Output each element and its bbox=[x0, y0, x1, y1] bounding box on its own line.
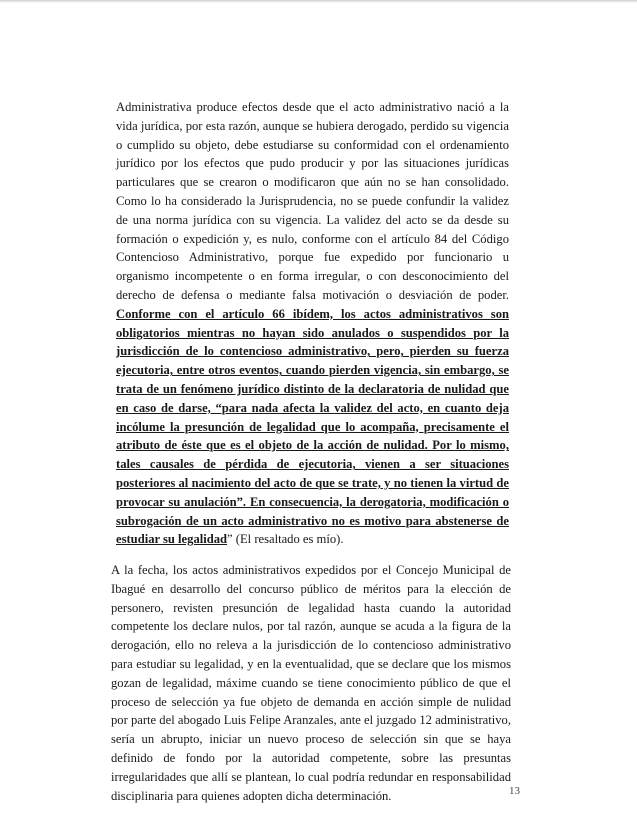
quote-paragraph bbox=[116, 98, 509, 549]
body-paragraph bbox=[111, 561, 511, 805]
quote-emphasis-text: Conforme con el artículo 66 ibídem, los actos administrativos son obligatorios mientras no hayan sido anulados o suspendidos por la jurisdicción de lo contencioso administrativo, pero, pierden su fuerza ejecutoria, entre otros eventos, cuando pierden vigencia, sin embargo, se trata de un fenómeno jurídico distinto de la declaratoria de nulidad que en caso de darse, “para nada afecta la validez del acto, en cuanto deja incólume la presunción de legalidad que lo acompaña, precisamente el atributo de éste que es el objeto de la acción de nulidad. Por lo mismo, tales causales de pérdida de ejecutoria, vienen a ser situaciones posteriores al nacimiento del acto de que se trate, y no tienen la virtud de provocar su anulación”. En consecuencia, la derogatoria, modificación o subrogación de un acto administrativo no es motivo para abstenerse de estudiar su legalidad bbox=[116, 306, 509, 547]
block-quote bbox=[116, 98, 509, 549]
page-top-edge bbox=[0, 0, 637, 3]
page-number: 13 bbox=[509, 785, 520, 797]
body-paragraph-text: A la fecha, los actos administrativos expedidos por el Concejo Municipal de Ibagué en desarrollo del concurso público de méritos para la elección de personero, revisten presunción de legalidad hasta cuando la autoridad competente los declare nulos, por tal razón, aunque se acuda a la figura de la derogación, ello no releva a la jurisdicción de lo contencioso administrativo para estudiar su legalidad, y en la eventualidad, que se declare que los mismos gozan de legalidad, máxime cuando se tiene conocimiento público de que el proceso de selección ya fue objeto de demanda en acción simple de nulidad por parte del abogado Luis Felipe Aranzales, ante el juzgado 12 administrativo, sería un abrupto, iniciar un nuevo proceso de selección sin que se haya definido de fondo por la autoridad competente, sobre las presuntas irregularidades que allí se plantean, lo cual podría redundar en responsabilidad disciplinaria para quienes adopten dicha determinación. bbox=[111, 563, 511, 803]
quote-closing-text: ” (El resaltado es mío). bbox=[227, 532, 344, 547]
quote-intro-text: Administrativa produce efectos desde que el acto administrativo nació a la vida jurídica, por esta razón, aunque se hubiera derogado, perdido su vigencia o cumplido su objeto, debe estudiarse su conformidad con el ordenamiento jurídico por los efectos que pudo producir y por las situaciones jurídicas particulares que se crearon o modificaron que aún no se han consolidado. Como lo ha considerado la Jurisprudencia, no se puede confundir la validez de una norma jurídica con su vigencia. La validez del acto se da desde su formación o expedición y, es nulo, conforme con el artículo 84 del Código Contencioso Administrativo, porque fue expedido por funcionario u organismo incompetente o en forma irregular, o con desconocimiento del derecho de defensa o mediante falsa motivación o desviación de poder. bbox=[116, 100, 509, 302]
